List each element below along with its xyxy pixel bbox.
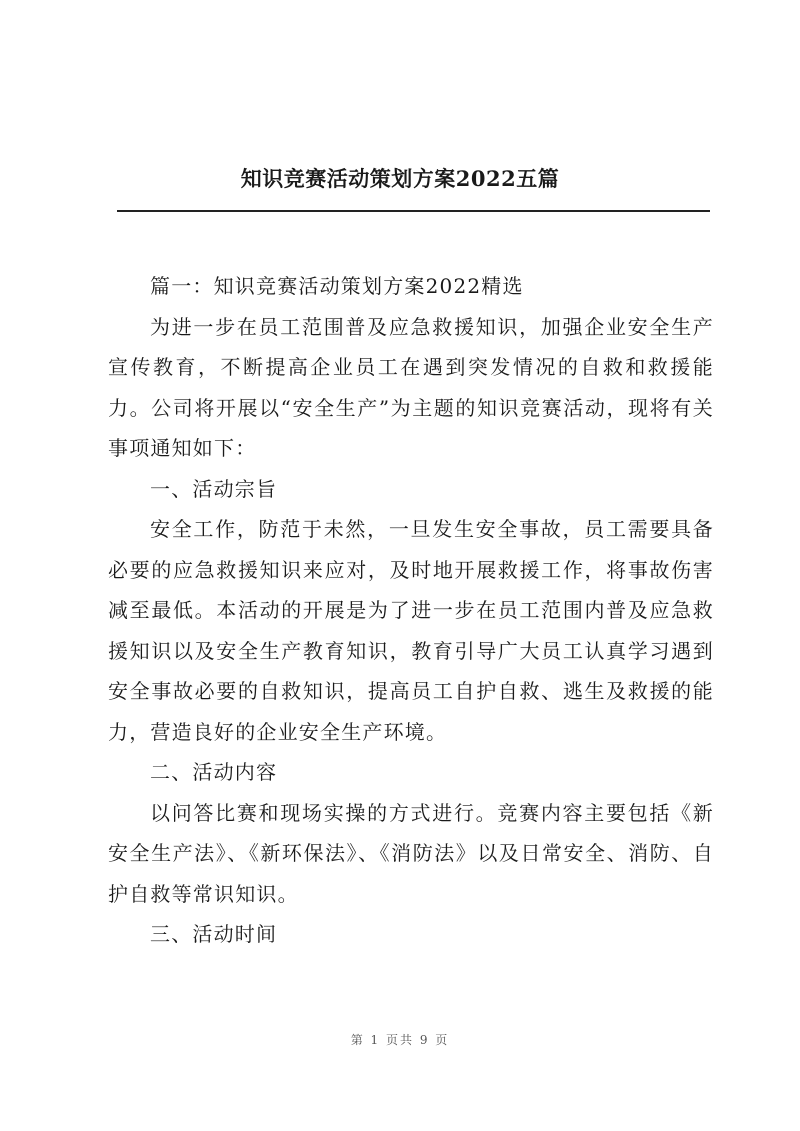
purpose-paragraph: 安全工作，防范于未然，一旦发生安全事故，员工需要具备必要的应急救援知识来应对，及时地开展救援工作，将事故伤害减至最低。本活动的开展是为了进一步在员工范围内普及应急救援知识以及安全生产教育知识，教育引导广大员工认真学习遇到安全事故必要的自救知识，提高员工自护自救、逃生及救援的能力，营造良好的企业安全生产环境。 — [108, 517, 714, 744]
page-number-footer: 第 1 页共 9 页 — [350, 1033, 450, 1047]
content-paragraph: 以问答比赛和现场实操的方式进行。竞赛内容主要包括《新安全生产法》、《新环保法》、《消防法》以及日常安全、消防、自护自救等常识知识。 — [108, 800, 714, 906]
intro-paragraph: 为进一步在员工范围普及应急救援知识，加强企业安全生产宣传教育，不断提高企业员工在遇到突发情况的自救和救援能力。公司将开展以“安全生产”为主题的知识竞赛活动，现将有关事项通知如下： — [108, 314, 714, 460]
document-body — [108, 266, 714, 955]
section-heading-content: 二、活动内容 — [150, 760, 278, 784]
title-divider — [117, 210, 710, 212]
section-heading-purpose: 一、活动宗旨 — [150, 476, 278, 501]
document-title: 知识竞赛活动策划方案2022五篇 — [240, 166, 560, 191]
section-heading-time: 三、活动时间 — [150, 922, 278, 946]
section-heading-part-one: 篇一：知识竞赛活动策划方案2022精选 — [150, 274, 524, 298]
